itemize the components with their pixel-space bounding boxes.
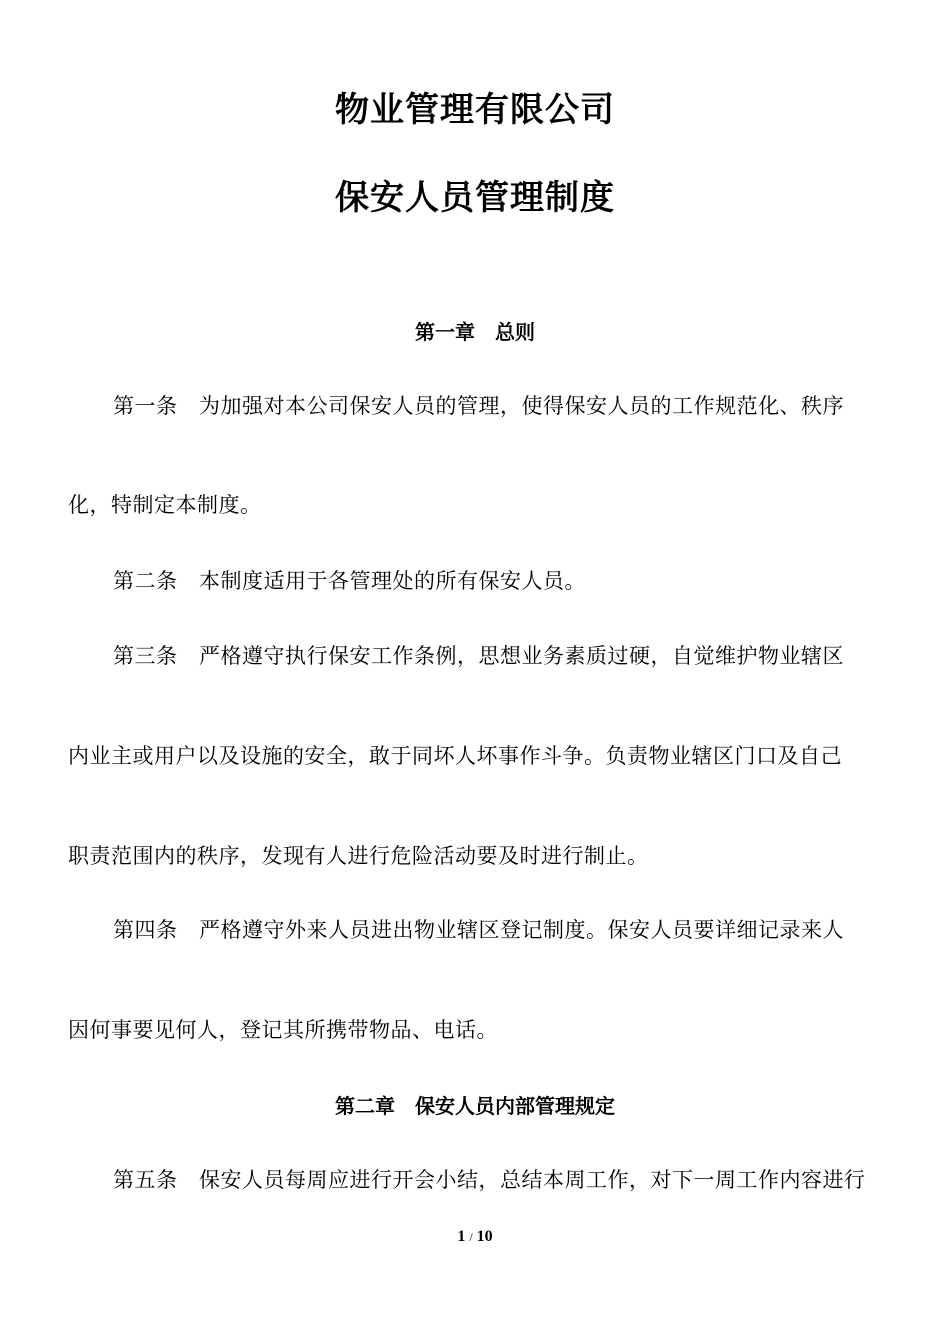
- chapter-heading-2: 第二章 保安人员内部管理规定: [335, 1094, 615, 1118]
- article-3-line-3: 职责范围内的秩序，发现有人进行危险活动要及时进行制止。: [68, 844, 649, 868]
- page-total: 10: [476, 1228, 493, 1245]
- article-3-line-1: 第三条 严格遵守执行保安工作条例，思想业务素质过硬，自觉维护物业辖区: [113, 644, 844, 668]
- article-2-line-1: 第二条 本制度适用于各管理处的所有保安人员。: [113, 569, 586, 593]
- article-4-line-1: 第四条 严格遵守外来人员进出物业辖区登记制度。保安人员要详细记录来人: [113, 918, 844, 942]
- article-1-line-1: 第一条 为加强对本公司保安人员的管理，使得保安人员的工作规范化、秩序: [113, 394, 844, 418]
- article-5-line-1: 第五条 保安人员每周应进行开会小结，总结本周工作，对下一周工作内容进行: [113, 1168, 866, 1192]
- article-4-line-2: 因何事要见何人，登记其所携带物品、电话。: [68, 1018, 498, 1042]
- page-number: [0, 1228, 950, 1246]
- page-current: 1: [457, 1228, 466, 1245]
- document-title-company: 物业管理有限公司: [335, 90, 615, 130]
- document-title-regulation: 保安人员管理制度: [335, 178, 615, 218]
- page-separator: /: [469, 1230, 473, 1244]
- article-1-line-2: 化，特制定本制度。: [68, 493, 262, 517]
- chapter-heading-1: 第一章 总则: [415, 320, 535, 344]
- article-3-line-2: 内业主或用户以及设施的安全，敢于同坏人坏事作斗争。负责物业辖区门口及自己: [68, 744, 842, 768]
